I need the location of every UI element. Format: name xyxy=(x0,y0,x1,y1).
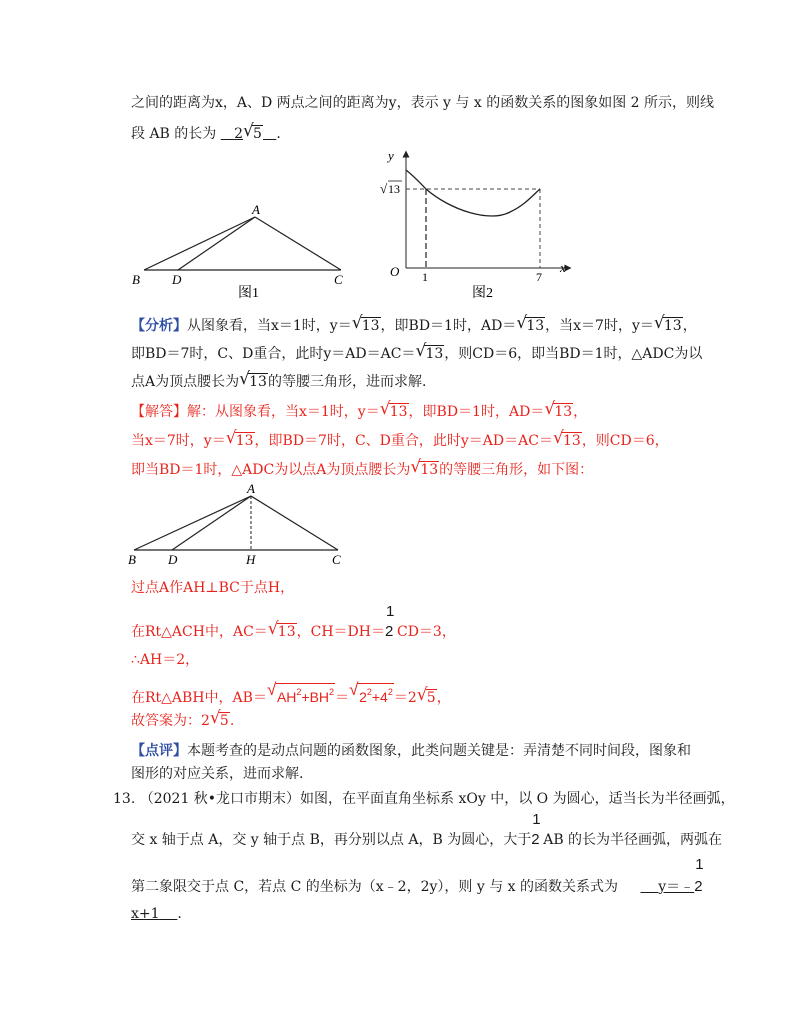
solution-tag: 【解答】 xyxy=(131,404,187,420)
fig1-label-A: A xyxy=(252,202,260,217)
figure-1-triangle xyxy=(128,200,358,305)
fig3-label-H: H xyxy=(246,552,256,567)
q13-answer-part1: y＝﹣ 1 2 xyxy=(658,856,704,895)
q13-line-3: 第二象限交于点 C，若点 C 的坐标为（x﹣2，2y），则 y 与 x 的函数关系式为 y＝﹣ 1 2 xyxy=(131,877,706,897)
analysis-line-1: 【分析】从图象看，当x＝1时，y＝ √ 13，即BD＝1时，AD＝ √ 13，当x＝7时，y＝ √ 13， xyxy=(131,313,697,334)
comment-line-2: 图形的对应关系，进而求解. xyxy=(131,766,304,782)
analysis-line-3: 点A为顶点腰长为 √ 13的等腰三角形，进而求解. xyxy=(131,369,427,390)
solution-line-2: 当x＝7时，y＝ √ 13，即BD＝7时，C、D重合，此时y＝AD＝AC＝ √ 13，则CD＝6， xyxy=(131,428,669,449)
figure-2-graph xyxy=(380,148,580,303)
fig2-caption: 图2 xyxy=(472,286,493,301)
fig2-y-tick: 13 xyxy=(388,182,400,196)
solution-line-7: 在Rt△ABH中，AB＝ √ $AH^2+BH^2=$ √ $2^2+4^2=2$ √ 5， xyxy=(131,680,451,706)
fig1-label-D: D xyxy=(172,272,182,287)
q13-number: 13. xyxy=(113,791,136,807)
fig1-label-B: B xyxy=(132,272,140,287)
answer-blank: 2 √ 5 xyxy=(234,121,262,142)
fig3-label-D: D xyxy=(168,552,178,567)
fig2-x-axis-label: x xyxy=(560,260,566,275)
fig2-origin: O xyxy=(390,264,400,279)
q13-line-1: 13. （2021 秋•龙口市期末）如图，在平面直角坐标系 xOy 中，以 O 为圆心，适当长为半径画弧， xyxy=(113,791,735,807)
fig2-y-tick-root: √ xyxy=(380,181,388,196)
solution-line-5: 在Rt△ACH中，AC＝ √ 13，CH＝DH＝ 1 2 CD＝3， xyxy=(131,603,456,640)
intro-line-2: 段 AB 的长为 2 √ 5 . xyxy=(131,121,281,142)
solution-line-8: 故答案为：2 √ 5. xyxy=(131,708,235,729)
fig3-label-B: B xyxy=(128,552,136,567)
q13-line-2: 交 x 轴于点 A，交 y 轴于点 B，再分别以点 A，B 为圆心，大于 1 2 AB 的长为半径画弧，两弧在 xyxy=(131,811,723,848)
solution-line-4: 过点A作AH⊥BC于点H， xyxy=(131,580,295,596)
fig2-x-tick-7: 7 xyxy=(536,270,542,284)
figure-3-triangle xyxy=(126,482,356,572)
fig2-y-axis-label: y xyxy=(388,148,394,163)
solution-line-6: ∴AH＝2， xyxy=(131,652,200,668)
intro-line-1: 之间的距离为x，A、D 两点之间的距离为y，表示 y 与 x 的函数关系的图象如图 2 所示，则线 xyxy=(131,95,715,111)
analysis-line-2: 即BD＝7时，C、D重合，此时y＝AD＝AC＝ √ 13，则CD＝6，即当BD＝1时，△ADC为以 xyxy=(131,341,703,362)
q13-answer-part2: x+1 xyxy=(131,906,160,922)
solution-line-1: 【解答】解：从图象看，当x＝1时，y＝ √ 13，即BD＝1时，AD＝ √ 13， xyxy=(131,399,588,420)
fig1-caption: 图1 xyxy=(238,286,259,301)
q13-line-4: x+1 . xyxy=(131,906,182,922)
comment-tag: 【点评】 xyxy=(131,743,187,759)
fig3-label-A: A xyxy=(247,482,255,496)
fig3-label-C: C xyxy=(332,552,341,567)
analysis-tag: 【分析】 xyxy=(131,318,187,334)
fig1-label-C: C xyxy=(334,272,343,287)
comment-line-1: 【点评】本题考查的是动点问题的函数图象，此类问题关键是：弄清楚不同时间段，图象和 xyxy=(131,743,691,759)
fig2-x-tick-1: 1 xyxy=(422,270,428,284)
solution-line-3: 即当BD＝1时，△ADC为以点A为顶点腰长为 √ 13的等腰三角形，如下图： xyxy=(131,457,594,478)
